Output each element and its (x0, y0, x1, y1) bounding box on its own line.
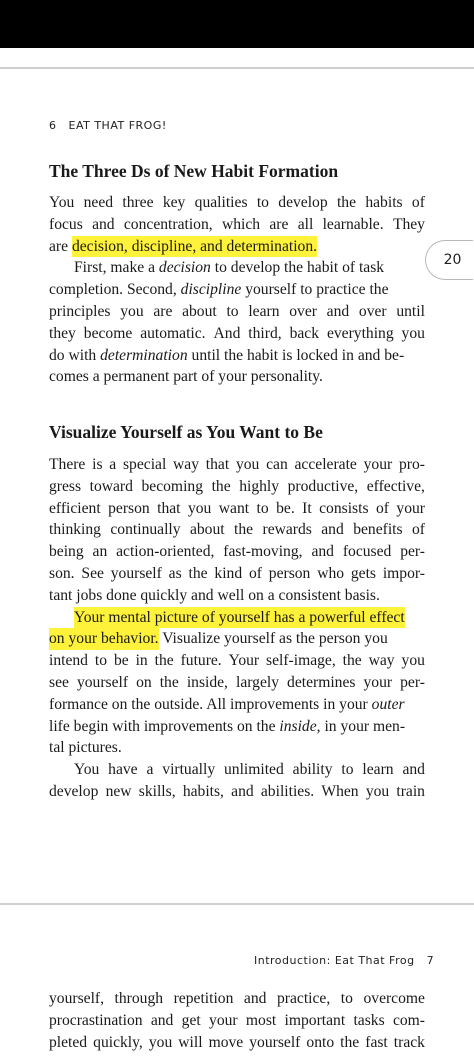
section-heading: Visualize Yourself as You Want to Be (49, 422, 323, 442)
text-line: son. See yourself as the kind of person who gets impor- (49, 564, 425, 582)
highlighted-text: decision, discipline, and determination. (72, 236, 317, 258)
running-head-left (49, 119, 167, 132)
text-line: see yourself on the inside, largely determines your per- (49, 673, 425, 691)
text-line (49, 607, 425, 629)
text-line: yourself, through repetition and practice, to overcome (49, 990, 425, 1007)
text-line: pleted quickly, you will move yourself onto the fast track (49, 1033, 425, 1051)
text-line: being an action-oriented, fast-moving, and focused per- (49, 543, 425, 561)
section-heading: The Three Ds of New Habit Formation (49, 161, 339, 181)
text-line: procrastination and get your most important tasks com- (49, 1011, 425, 1029)
section1-paragraphs (49, 192, 425, 388)
text-line: develop new skills, habits, and abilities. When you train (49, 782, 425, 800)
page-number: 6 (49, 119, 57, 132)
text-line: on your behavior. Visualize yourself as the person you (49, 628, 425, 650)
text-line: life begin with improvements on the inside, in your men- (49, 717, 406, 735)
page7-paragraph (49, 988, 425, 1053)
text-line: formance on the outside. All improvements in your outer (49, 695, 405, 713)
highlighted-text: on your behavior. (49, 628, 159, 650)
page-number-badge[interactable]: 20 (425, 240, 473, 280)
text-line: You need three key qualities to develop the habits of (49, 194, 425, 211)
text-line: do with determination until the habit is locked in and be- (49, 346, 405, 364)
text-line: principles you are about to learn over and over until (49, 302, 425, 320)
page-break-divider (0, 903, 474, 905)
text-line: intend to be in the future. Your self-image, the way you (49, 652, 425, 670)
page-top-divider (0, 67, 474, 69)
text-line: tant jobs done quickly and well on a consistent basis. (49, 586, 380, 604)
running-head-title: Introduction: Eat That Frog (254, 954, 415, 967)
text-line: thinking continually about the rewards and benefits of (49, 521, 425, 539)
highlighted-text: Your mental picture of yourself has a powerful effect (74, 607, 405, 629)
text-line: tal pictures. (49, 739, 122, 757)
running-head-right (254, 954, 434, 967)
text-line: You have a virtually unlimited ability to learn and (74, 761, 425, 779)
text-line: efficient person that you want to be. It consists of your (49, 499, 425, 517)
section2-paragraphs (49, 454, 425, 803)
text-line: There is a special way that you can accelerate your pro- (49, 456, 425, 473)
text-line: First, make a decision to develop the habit of task (74, 259, 385, 277)
text-line: gress toward becoming the highly productive, effective, (49, 477, 425, 495)
running-head-title: EAT THAT FROG! (68, 119, 167, 132)
text-line: comes a permanent part of your personality. (49, 368, 323, 386)
page-number: 7 (426, 954, 435, 967)
top-bar (0, 0, 474, 48)
text-line: they become automatic. And third, back everything you (49, 324, 425, 342)
text-line: completion. Second, discipline yourself to practice the (49, 281, 389, 299)
text-line: focus and concentration, which are all learnable. They (49, 215, 425, 233)
text-line: are decision, discipline, and determination. (49, 236, 425, 258)
